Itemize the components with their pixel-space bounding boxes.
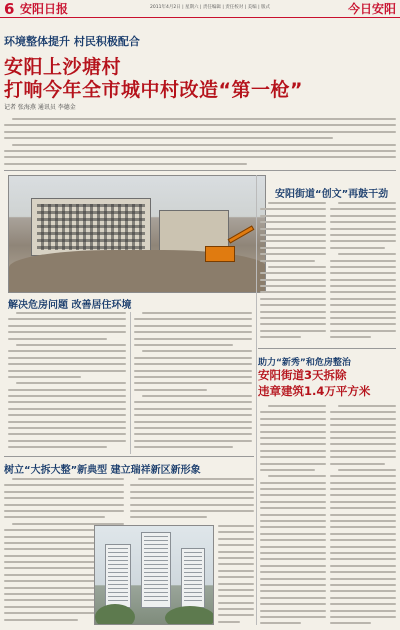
sidebar-headline-1: 安阳街道“创文”再鼓干劲 [275, 189, 389, 200]
kicker: 环境整体提升 村民积极配合 [4, 35, 140, 48]
article-column-2 [134, 312, 252, 453]
page-number: 6 [4, 0, 15, 18]
headline-line-2: 打响今年全市城中村改造“第一枪” [4, 79, 303, 101]
lead-paragraph [4, 118, 396, 169]
building-windows [37, 204, 145, 250]
sidebar-headline-2-sub: 违章建筑1.4万平方米 [258, 384, 371, 398]
sidebar-column-2 [330, 202, 396, 343]
demolition-photo [8, 175, 266, 293]
tree [95, 604, 135, 625]
article-column-1 [8, 312, 126, 453]
article-column-4 [130, 478, 254, 523]
sidebar-divider [256, 175, 257, 625]
excavator-arm [228, 225, 255, 243]
subhead-new-image: 树立“大拆大整”新典型 建立瑞祥新区新形象 [4, 465, 201, 476]
section-name: 今日安阳 [347, 2, 396, 16]
sidebar-column-3 [260, 405, 326, 629]
tower-left-windows [108, 548, 128, 604]
column-divider [130, 312, 131, 454]
subhead-solve-housing: 解决危房问题 改善居住环境 [8, 300, 132, 311]
sidebar-headline-2-kicker: 助力“新秀”和危房整治 [258, 358, 351, 368]
tower-center-windows [144, 536, 168, 604]
divider [4, 456, 254, 457]
apartments-photo [94, 525, 214, 625]
headline-line-1: 安阳上沙塘村 [4, 56, 122, 78]
sidebar-column-1 [260, 202, 326, 343]
sidebar-headline-2-main: 安阳街道3天拆除 [258, 368, 347, 382]
masthead [0, 0, 400, 18]
paper-name: 安阳日报 [20, 2, 69, 16]
tower-right-windows [184, 552, 202, 604]
tree [165, 606, 214, 625]
divider [258, 348, 396, 349]
article-column-5 [218, 525, 254, 627]
excavator [205, 246, 235, 262]
date-info: 2011年4月2日 | 星期六 | 责任编辑 | 责任校对 | 美编 | 版式 [150, 5, 271, 10]
sidebar-column-4 [330, 405, 396, 629]
byline: 记者 张海燕 通讯员 李德金 [4, 104, 76, 111]
divider [4, 170, 396, 171]
